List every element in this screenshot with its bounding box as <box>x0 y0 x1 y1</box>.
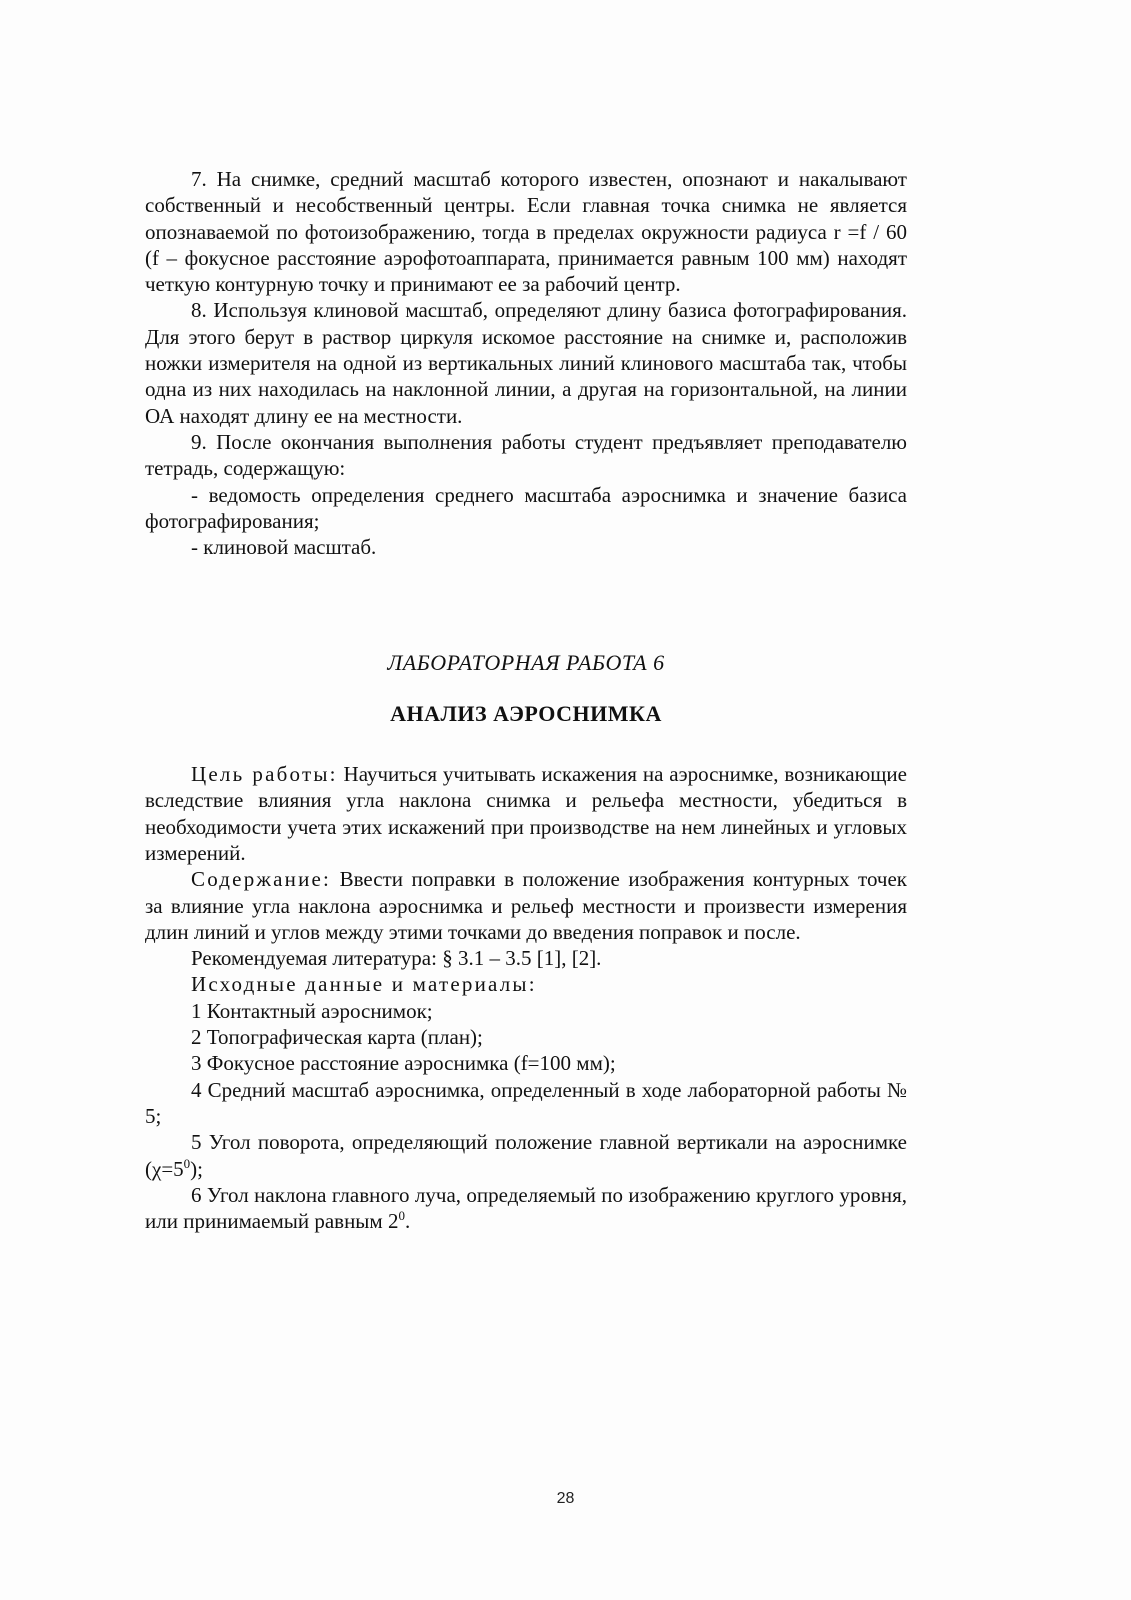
material-item-5-degree: 0 <box>183 1155 191 1171</box>
list-item-statement: - ведомость определения среднего масштаба аэроснимка и значение базиса фотографирования; <box>145 482 907 533</box>
material-item-1: 1 Контактный аэроснимок; <box>191 998 433 1023</box>
material-item-5-text: 5 Угол поворота, определяющий положение главной вертикали на аэроснимке (χ=5 <box>145 1130 907 1181</box>
paragraph-literature: Рекомендуемая литература: § 3.1 – 3.5 [1], [2]. <box>191 946 602 971</box>
content-label: Содержание: <box>191 867 332 892</box>
paragraph-item-7: 7. На снимке, средний масштаб которого известен, опознают и накалывают собственный и несобственный центры. Если главная точка снимка не является опознаваемой по фотоизображению, тогда в пределах окружности радиуса r =f / 60 (f – фокусное расстояние аэрофотоаппарата, принимается равным 100 мм) находят четкую контурную точку и принимают ее за рабочий центр. <box>145 167 907 297</box>
material-item-5-end: ); <box>190 1156 203 1181</box>
material-item-3: 3 Фокусное расстояние аэроснимка (f=100 мм); <box>191 1051 616 1076</box>
paragraph-content <box>145 866 907 945</box>
lab-work-title: ЛАБОРАТОРНАЯ РАБОТА 6 <box>387 650 665 676</box>
material-item-6-end: . <box>404 1209 411 1234</box>
goal-label: Цель работы: <box>191 762 338 787</box>
list-item-wedge-scale: - клиновой масштаб. <box>191 535 377 560</box>
material-item-5 <box>145 1129 907 1182</box>
materials-label: Исходные данные и материалы: <box>191 972 537 997</box>
material-item-6 <box>145 1182 907 1235</box>
material-item-6-text: 6 Угол наклона главного луча, определяемый по изображению круглого уровня, или принимаемый равным 2 <box>145 1182 907 1234</box>
content-text: Ввести поправки в положение изображения контурных точек за влияние угла наклона аэроснимка и рельеф местности и произвести измерения длин линий и углов между этими точками до введения поправок и после. <box>145 867 907 944</box>
paragraph-item-9: 9. После окончания выполнения работы студент предъявляет преподавателю тетрадь, содержащую: <box>145 429 907 481</box>
section-heading: АНАЛИЗ АЭРОСНИМКА <box>390 700 662 726</box>
page-number: 28 <box>556 1490 575 1507</box>
section-gap <box>145 560 907 650</box>
goal-text: Научиться учитывать искажения на аэроснимке, возникающие вследствие влияния угла наклона снимка и рельефа местности, убедиться в необходимости учета этих искажений при производстве на нем линейных и угловых измерений. <box>145 762 907 865</box>
paragraph-item-8: 8. Используя клиновой масштаб, определяют длину базиса фотографирования. Для этого берут в раствор циркуля искомое расстояние на снимке и, расположив ножки измерителя на одной из вертикальных линий клинового масштаба так, чтобы одна из них находилась на наклонной линии, а другая на горизонтальной, на линии ОА находят длину ее на местности. <box>145 298 907 428</box>
paragraph-goal <box>145 761 907 866</box>
page-content <box>145 166 907 1234</box>
material-item-6-degree: 0 <box>398 1208 405 1224</box>
material-item-4: 4 Средний масштаб аэроснимка, определенный в ходе лабораторной работы № 5; <box>145 1077 907 1128</box>
material-item-2: 2 Топографическая карта (план); <box>191 1025 483 1050</box>
